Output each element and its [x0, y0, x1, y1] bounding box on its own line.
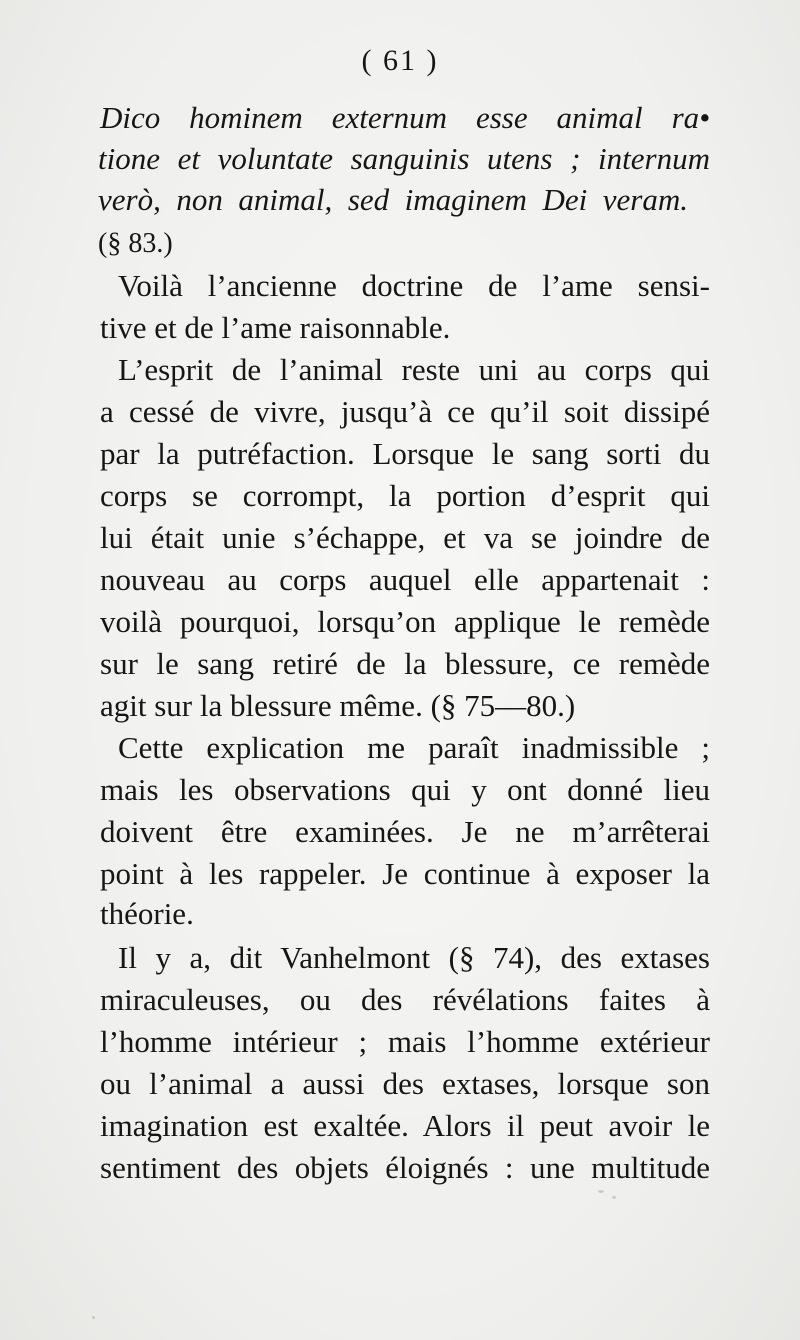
- text-line: tione et voluntate sanguinis utens ; internum: [98, 141, 710, 176]
- text-line: point à les rappeler. Je continue à exposer la: [100, 856, 710, 891]
- text-line: Il y a, dit Vanhelmont (§ 74), des extases: [118, 940, 710, 975]
- text-line: miraculeuses, ou des révélations faites à: [100, 982, 710, 1017]
- text-line: L’esprit de l’animal reste uni au corps qui: [118, 352, 710, 387]
- text-line: ou l’animal a aussi des extases, lorsque son: [100, 1066, 710, 1101]
- text-line: théorie.: [100, 896, 194, 931]
- text-line: imagination est exaltée. Alors il peut avoir le: [100, 1108, 710, 1143]
- text-line: Voilà l’ancienne doctrine de l’ame sensi-: [118, 268, 710, 303]
- paper-speck: [92, 1316, 95, 1319]
- text-line: corps se corrompt, la portion d’esprit qui: [100, 478, 710, 513]
- text-line: lui était unie s’échappe, et va se joindre de: [100, 520, 710, 555]
- text-line: (§ 83.): [98, 228, 173, 259]
- paper-speck: [598, 1190, 604, 1193]
- text-line: Cette explication me paraît inadmissible ;: [118, 730, 710, 765]
- page-number: ( 61 ): [361, 44, 439, 77]
- text-line: l’homme intérieur ; mais l’homme extérieur: [100, 1024, 710, 1059]
- text-line: nouveau au corps auquel elle appartenait :: [100, 562, 710, 597]
- text-line: agit sur la blessure même. (§ 75—80.): [100, 688, 576, 723]
- text-line: tive et de l’ame raisonnable.: [100, 310, 451, 345]
- text-line: a cessé de vivre, jusqu’à ce qu’il soit dissipé: [100, 394, 710, 429]
- text-line: sentiment des objets éloignés : une multitude: [100, 1150, 710, 1185]
- text-line: mais les observations qui y ont donné lieu: [100, 772, 710, 807]
- text-line: Dico hominem externum esse animal ra•: [100, 100, 710, 135]
- text-line: doivent être examinées. Je ne m’arrêterai: [100, 814, 710, 849]
- paper-speck: [612, 1196, 616, 1199]
- text-line: sur le sang retiré de la blessure, ce remède: [100, 646, 710, 681]
- text-line: voilà pourquoi, lorsqu’on applique le remède: [100, 604, 710, 639]
- text-line: par la putréfaction. Lorsque le sang sorti du: [100, 436, 710, 471]
- text-line: verò, non animal, sed imaginem Dei veram.: [98, 182, 688, 217]
